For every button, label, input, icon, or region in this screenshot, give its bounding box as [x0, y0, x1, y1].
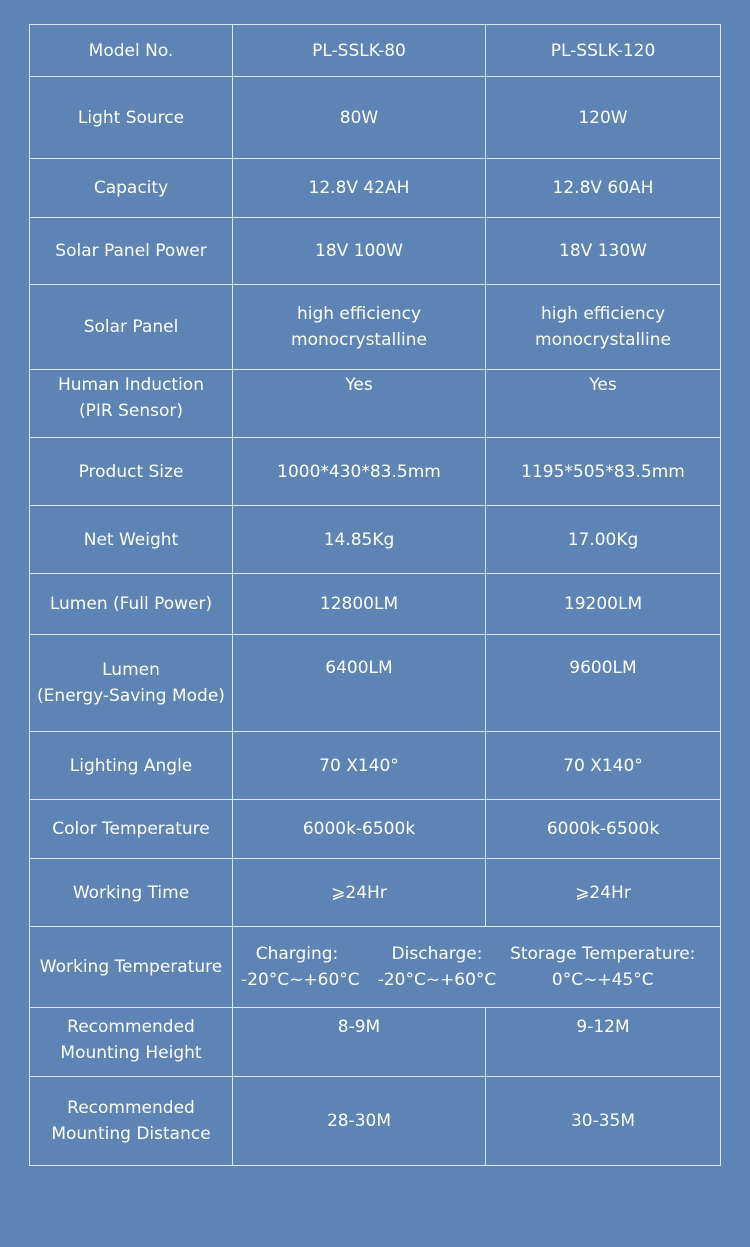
spec-row-product-size	[30, 438, 721, 506]
mount-distance-a: 28-30M	[233, 1077, 486, 1166]
spec-row-mount-distance	[30, 1077, 721, 1166]
solar-panel-a-line: monocrystalline	[291, 330, 427, 350]
discharge-label: Discharge:	[391, 944, 483, 964]
lumen-full-b: 19200LM	[486, 574, 721, 635]
light-source-a: 80W	[233, 77, 486, 159]
mount-distance-label-line: Mounting Distance	[51, 1124, 211, 1144]
net-weight-label: Net Weight	[30, 506, 233, 574]
model-b-value: PL-SSLK-120	[486, 25, 721, 77]
solar-panel-b-line: high efficiency	[540, 304, 666, 324]
lumen-saving-label-line: (Energy-Saving Mode)	[37, 686, 225, 706]
spec-row-capacity	[30, 159, 721, 218]
spec-row-human-induction	[30, 370, 721, 438]
panel-power-b: 18V 130W	[486, 218, 721, 285]
model-label: Model No.	[30, 25, 233, 77]
storage-value: 0°C~+45°C	[551, 970, 654, 990]
mount-height-label	[30, 1008, 233, 1077]
light-source-label: Light Source	[30, 77, 233, 159]
mount-height-label-line: Mounting Height	[60, 1043, 202, 1063]
lumen-saving-a: 6400LM	[233, 635, 486, 732]
working-temp-charge-discharge	[233, 927, 497, 1008]
working-time-b: ⩾24Hr	[486, 859, 721, 927]
lumen-saving-label-line: Lumen	[102, 660, 160, 680]
capacity-a: 12.8V 42AH	[233, 159, 486, 218]
lumen-saving-label	[30, 635, 233, 732]
color-temp-b: 6000k-6500k	[486, 800, 721, 859]
discharge-value: -20°C~+60°C	[377, 970, 497, 990]
spec-row-working-temp	[30, 927, 721, 1008]
lumen-full-label: Lumen (Full Power)	[30, 574, 233, 635]
mount-height-label-line: Recommended	[67, 1017, 195, 1037]
spec-row-panel-power	[30, 218, 721, 285]
net-weight-b: 17.00Kg	[486, 506, 721, 574]
mount-height-a: 8-9M	[233, 1008, 486, 1077]
color-temp-label: Color Temperature	[30, 800, 233, 859]
mount-height-b: 9-12M	[486, 1008, 721, 1077]
panel-power-label: Solar Panel Power	[30, 218, 233, 285]
spec-table	[29, 24, 721, 1166]
spec-row-working-time	[30, 859, 721, 927]
human-induction-label	[30, 370, 233, 438]
lighting-angle-a: 70 X140°	[233, 732, 486, 800]
product-size-a: 1000*430*83.5mm	[233, 438, 486, 506]
mount-distance-label-line: Recommended	[67, 1098, 195, 1118]
color-temp-a: 6000k-6500k	[233, 800, 486, 859]
net-weight-a: 14.85Kg	[233, 506, 486, 574]
discharge-block	[375, 941, 499, 993]
charging-block	[241, 941, 360, 993]
capacity-b: 12.8V 60AH	[486, 159, 721, 218]
spec-row-lumen-full	[30, 574, 721, 635]
product-size-b: 1195*505*83.5mm	[486, 438, 721, 506]
charging-label: Charging:	[255, 944, 339, 964]
mount-distance-label	[30, 1077, 233, 1166]
human-induction-label-line: Human Induction	[58, 375, 204, 395]
lumen-saving-b: 9600LM	[486, 635, 721, 732]
capacity-label: Capacity	[30, 159, 233, 218]
panel-power-a: 18V 100W	[233, 218, 486, 285]
working-time-label: Working Time	[30, 859, 233, 927]
solar-panel-a-line: high efficiency	[296, 304, 422, 324]
working-temp-label: Working Temperature	[30, 927, 233, 1008]
spec-row-color-temp	[30, 800, 721, 859]
working-temp-storage	[486, 927, 721, 1008]
lighting-angle-b: 70 X140°	[486, 732, 721, 800]
light-source-b: 120W	[486, 77, 721, 159]
human-induction-b: Yes	[486, 370, 721, 438]
spec-row-lighting-angle	[30, 732, 721, 800]
solar-panel-label: Solar Panel	[30, 285, 233, 370]
spec-row-mount-height	[30, 1008, 721, 1077]
model-a-value: PL-SSLK-80	[233, 25, 486, 77]
working-time-a: ⩾24Hr	[233, 859, 486, 927]
spec-row-net-weight	[30, 506, 721, 574]
charging-value: -20°C~+60°C	[241, 970, 360, 990]
solar-panel-a	[233, 285, 486, 370]
spec-row-model	[30, 25, 721, 77]
human-induction-label-line: (PIR Sensor)	[78, 401, 184, 421]
solar-panel-b	[486, 285, 721, 370]
spec-row-solar-panel	[30, 285, 721, 370]
mount-distance-b: 30-35M	[486, 1077, 721, 1166]
storage-label: Storage Temperature:	[510, 944, 696, 964]
spec-row-lumen-saving	[30, 635, 721, 732]
spec-row-light-source	[30, 77, 721, 159]
solar-panel-b-line: monocrystalline	[535, 330, 671, 350]
human-induction-a: Yes	[233, 370, 486, 438]
lumen-full-a: 12800LM	[233, 574, 486, 635]
lighting-angle-label: Lighting Angle	[30, 732, 233, 800]
product-size-label: Product Size	[30, 438, 233, 506]
